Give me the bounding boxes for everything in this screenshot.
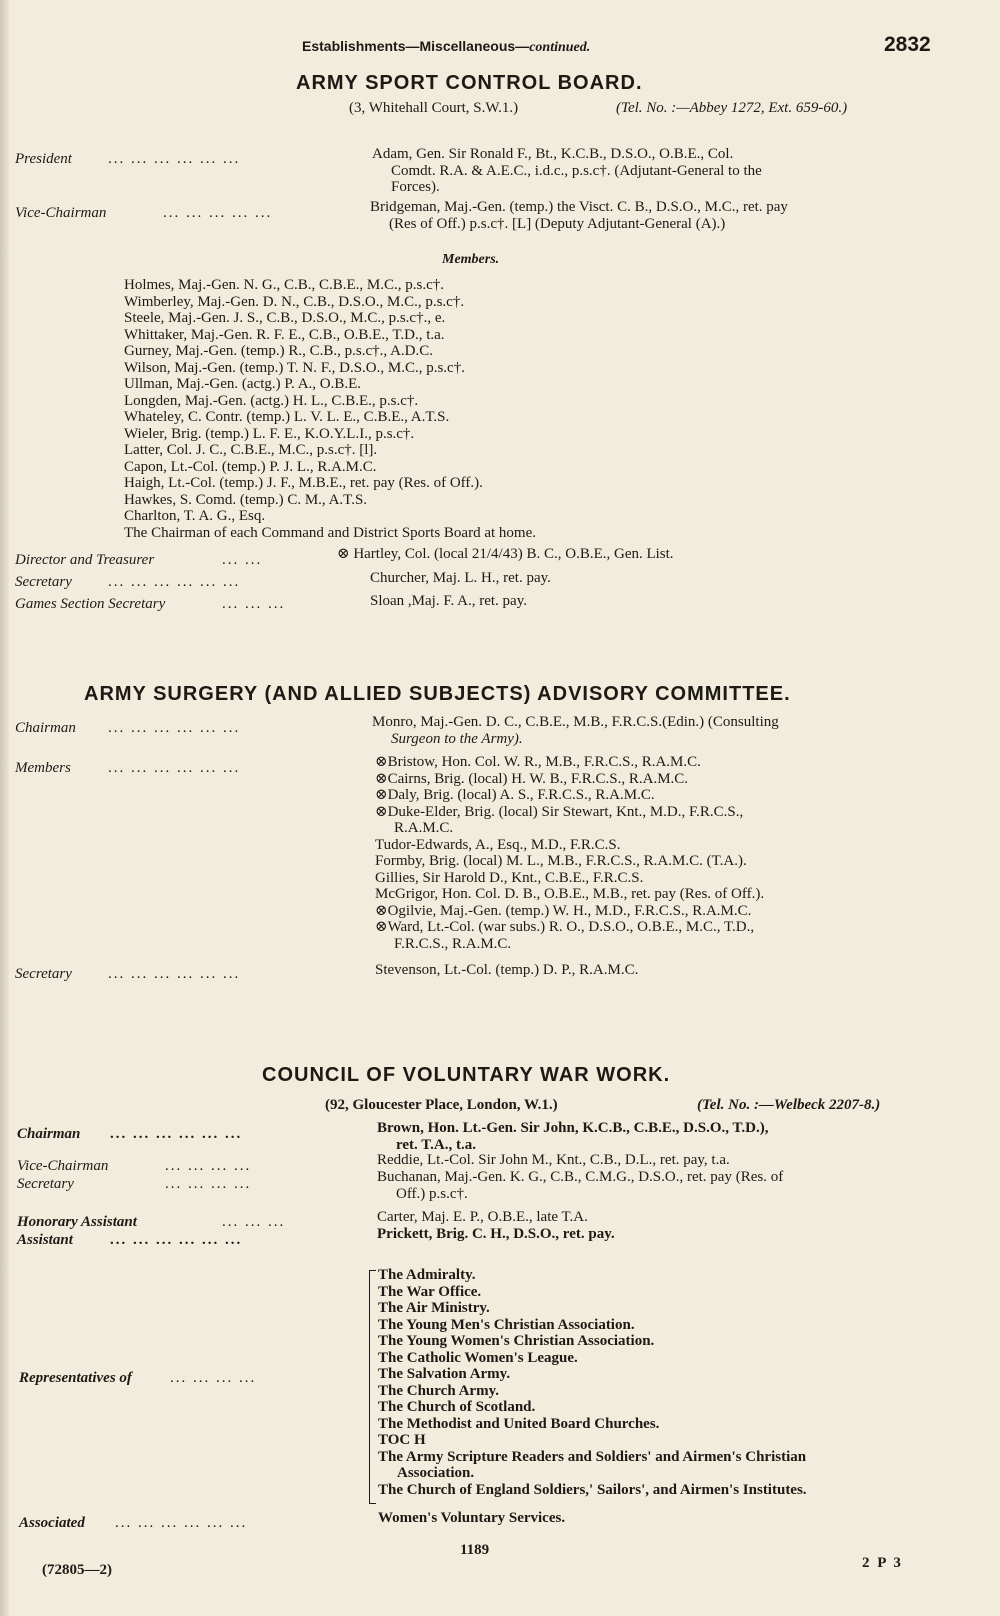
member-entry: Hawkes, S. Comd. (temp.) C. M., A.T.S. — [124, 491, 368, 508]
label-associated: Associated — [19, 1515, 85, 1531]
director-entry: ⊗ Hartley, Col. (local 21/4/43) B. C., O.B.E., Gen. List. — [337, 546, 674, 562]
entry-line: Monro, Maj.-Gen. D. C., C.B.E., M.B., F.R.C.S.(Edin.) (Consulting — [372, 714, 779, 730]
entry-line: Adam, Gen. Sir Ronald F., Bt., K.C.B., D.S.O., O.B.E., Col. — [372, 146, 734, 162]
member-entry: ⊗Daly, Brig. (local) A. S., F.R.C.S., R.A.M.C. — [375, 787, 655, 803]
chairman-entry — [372, 714, 952, 747]
leader-dots: ... ... ... ... ... ... — [108, 720, 241, 736]
representative-entry: TOC H — [378, 1432, 426, 1448]
label-president: President — [15, 151, 72, 167]
member-entry: Longden, Maj.-Gen. (actg.) H. L., C.B.E., p.s.c†. — [124, 392, 419, 409]
chairman-entry — [377, 1120, 768, 1153]
label-chairman: Chairman — [17, 1126, 81, 1142]
leader-dots: ... ... ... ... ... ... — [108, 966, 241, 982]
vice-chairman-entry — [370, 199, 950, 232]
leader-dots: ... ... ... — [222, 596, 286, 612]
label-secretary: Secretary — [17, 1176, 74, 1192]
entry-line: Brown, Hon. Lt.-Gen. Sir John, K.C.B., C.B.E., D.S.O., T.D.), — [377, 1120, 769, 1136]
leader-dots: ... ... ... ... ... ... — [115, 1515, 248, 1531]
label-vice-chairman: Vice-Chairman — [15, 205, 107, 221]
address: (3, Whitehall Court, S.W.1.) — [349, 100, 519, 116]
leader-dots: ... ... — [222, 552, 263, 568]
member-entry: Charlton, T. A. G., Esq. — [124, 508, 266, 524]
representative-entry: The Young Men's Christian Association. — [378, 1316, 635, 1333]
member-entry: Ullman, Maj.-Gen. (actg.) P. A., O.B.E. — [124, 376, 362, 392]
member-entry: Wilson, Maj.-Gen. (temp.) T. N. F., D.S.O., M.C., p.s.c†. — [124, 359, 465, 376]
leader-dots: ... ... ... ... ... ... — [108, 574, 241, 590]
page-binding-edge — [0, 0, 9, 1616]
member-entry: R.A.M.C. — [394, 820, 454, 836]
secretary-entry — [377, 1169, 947, 1202]
secretary-entry: Churcher, Maj. L. H., ret. pay. — [370, 570, 551, 586]
vice-chairman-entry: Reddie, Lt.-Col. Sir John M., Knt., C.B., D.L., ret. pay, t.a. — [377, 1152, 730, 1168]
label-secretary: Secretary — [15, 574, 72, 590]
leader-dots: ... ... ... — [222, 1214, 286, 1230]
running-title: Establishments—Miscellaneous— — [302, 38, 530, 54]
leader-dots: ... ... ... ... ... ... — [110, 1232, 243, 1248]
member-entry: Tudor-Edwards, A., Esq., M.D., F.R.C.S. — [375, 836, 621, 853]
member-entry: Wimberley, Maj.-Gen. D. N., C.B., D.S.O., M.C., p.s.c†. — [124, 293, 465, 310]
member-entry: ⊗Duke-Elder, Brig. (local) Sir Stewart, Knt., M.D., F.R.C.S., — [375, 803, 744, 820]
label-games-section-secretary: Games Section Secretary — [15, 596, 166, 612]
folio-number: 1189 — [460, 1542, 490, 1558]
printer-signature: 2 P 3 — [862, 1555, 903, 1571]
members-heading: Members. — [442, 252, 500, 267]
running-title-continued: continued. — [529, 40, 591, 55]
label-members: Members — [15, 760, 71, 776]
representative-entry: The War Office. — [378, 1283, 482, 1300]
label-representatives: Representatives of — [19, 1370, 132, 1386]
representatives-bracket — [369, 1270, 376, 1504]
section-title-army-sport-control-board: ARMY SPORT CONTROL BOARD. — [296, 72, 643, 94]
assistant-entry: Prickett, Brig. C. H., D.S.O., ret. pay. — [377, 1226, 615, 1242]
representative-entry: Association. — [397, 1465, 475, 1481]
member-entry: ⊗Ward, Lt.-Col. (war subs.) R. O., D.S.O., O.B.E., M.C., T.D., — [375, 919, 755, 935]
associated-entry: Women's Voluntary Services. — [378, 1510, 566, 1526]
page-number: 2832 — [884, 33, 931, 56]
label-secretary: Secretary — [15, 966, 72, 982]
telephone: (Tel. No. :—Abbey 1272, Ext. 659-60.) — [616, 100, 848, 116]
entry-line: Comdt. R.A. & A.E.C., i.d.c., p.s.c†. (Adjutant-General to the — [391, 162, 762, 179]
label-vice-chairman: Vice-Chairman — [17, 1158, 109, 1174]
entry-line: Off.) p.s.c†. — [396, 1185, 468, 1202]
member-entry: Gillies, Sir Harold D., Knt., C.B.E., F.R.C.S. — [375, 869, 644, 886]
member-entry: ⊗Cairns, Brig. (local) H. W. B., F.R.C.S., R.A.M.C. — [375, 770, 689, 787]
member-entry: Formby, Brig. (local) M. L., M.B., F.R.C.S., R.A.M.C. (T.A.). — [375, 853, 747, 869]
running-header — [302, 38, 590, 56]
member-entry: ⊗Ogilvie, Maj.-Gen. (temp.) W. H., M.D., F.R.C.S., R.A.M.C. — [375, 902, 752, 919]
entry-line: (Res of Off.) p.s.c†. [L] (Deputy Adjutant-General (A).) — [389, 215, 726, 232]
president-entry — [372, 146, 937, 196]
members-list — [124, 277, 536, 541]
representative-entry: The Salvation Army. — [378, 1366, 511, 1382]
games-secretary-entry: Sloan ,Maj. F. A., ret. pay. — [370, 593, 527, 609]
entry-line: Surgeon to the Army). — [391, 730, 523, 747]
member-entry: McGrigor, Hon. Col. D. B., O.B.E., M.B., ret. pay (Res. of Off.). — [375, 886, 765, 902]
section-title-army-surgery-committee: ARMY SURGERY (AND ALLIED SUBJECTS) ADVISORY COMMITTEE. — [84, 683, 791, 705]
entry-line: Forces). — [391, 179, 440, 195]
representative-entry: The Young Women's Christian Association. — [378, 1333, 655, 1349]
member-entry: Latter, Col. J. C., C.B.E., M.C., p.s.c†. [l]. — [124, 442, 378, 458]
committee-members-list — [375, 754, 764, 952]
label-assistant: Assistant — [17, 1232, 73, 1248]
member-entry: Wieler, Brig. (temp.) L. F. E., K.O.Y.L.I., p.s.c†. — [124, 425, 415, 442]
member-entry: F.R.C.S., R.A.M.C. — [394, 935, 512, 952]
member-entry: Steele, Maj.-Gen. J. S., C.B., D.S.O., M.C., p.s.c†., e. — [124, 310, 446, 326]
representative-entry: The Methodist and United Board Churches. — [378, 1415, 660, 1432]
leader-dots: ... ... ... ... — [165, 1158, 252, 1174]
leader-dots: ... ... ... ... ... ... — [110, 1126, 243, 1142]
member-entry: Whateley, C. Contr. (temp.) L. V. L. E., C.B.E., A.T.S. — [124, 409, 450, 425]
leader-dots: ... ... ... ... ... ... — [108, 760, 241, 776]
print-reference: (72805—2) — [42, 1562, 112, 1578]
entry-line: ret. T.A., t.a. — [396, 1136, 476, 1153]
label-chairman: Chairman — [15, 720, 76, 736]
secretary-entry: Stevenson, Lt.-Col. (temp.) D. P., R.A.M.C. — [375, 962, 639, 978]
representative-entry: The Church of England Soldiers,' Sailors', and Airmen's Institutes. — [378, 1481, 807, 1498]
member-entry: The Chairman of each Command and District Sports Board at home. — [124, 524, 536, 541]
label-director-treasurer: Director and Treasurer — [15, 552, 155, 568]
leader-dots: ... ... ... ... — [170, 1370, 257, 1386]
address: (92, Gloucester Place, London, W.1.) — [325, 1097, 558, 1113]
member-entry: Whittaker, Maj.-Gen. R. F. E., C.B., O.B.E., T.D., t.a. — [124, 326, 445, 343]
representatives-list — [378, 1267, 807, 1498]
entry-line: Buchanan, Maj.-Gen. K. G., C.B., C.M.G., D.S.O., ret. pay (Res. of — [377, 1169, 784, 1185]
representative-entry: The Admiralty. — [378, 1267, 476, 1283]
representative-entry: The Church of Scotland. — [378, 1399, 536, 1415]
member-entry: Holmes, Maj.-Gen. N. G., C.B., C.B.E., M.C., p.s.c†. — [124, 277, 444, 293]
member-entry: Haigh, Lt.-Col. (temp.) J. F., M.B.E., ret. pay (Res. of Off.). — [124, 475, 483, 491]
section-title-council-voluntary-war-work: COUNCIL OF VOLUNTARY WAR WORK. — [262, 1064, 671, 1086]
member-entry: Gurney, Maj.-Gen. (temp.) R., C.B., p.s.c†., A.D.C. — [124, 343, 433, 359]
leader-dots: ... ... ... ... — [165, 1176, 252, 1192]
representative-entry: The Catholic Women's League. — [378, 1349, 578, 1366]
member-entry: Capon, Lt.-Col. (temp.) P. J. L., R.A.M.C. — [124, 458, 377, 475]
representative-entry: The Army Scripture Readers and Soldiers' and Airmen's Christian — [378, 1448, 807, 1465]
honorary-assistant-entry: Carter, Maj. E. P., O.B.E., late T.A. — [377, 1209, 588, 1225]
telephone: (Tel. No. :—Welbeck 2207-8.) — [697, 1097, 881, 1113]
leader-dots: ... ... ... ... ... ... — [108, 151, 241, 167]
entry-line: Bridgeman, Maj.-Gen. (temp.) the Visct. C. B., D.S.O., M.C., ret. pay — [370, 199, 788, 215]
representative-entry: The Church Army. — [378, 1382, 499, 1399]
representative-entry: The Air Ministry. — [378, 1300, 490, 1316]
label-honorary-assistant: Honorary Assistant — [17, 1214, 137, 1230]
member-entry: ⊗Bristow, Hon. Col. W. R., M.B., F.R.C.S., R.A.M.C. — [375, 754, 701, 770]
leader-dots: ... ... ... ... ... — [163, 205, 273, 221]
